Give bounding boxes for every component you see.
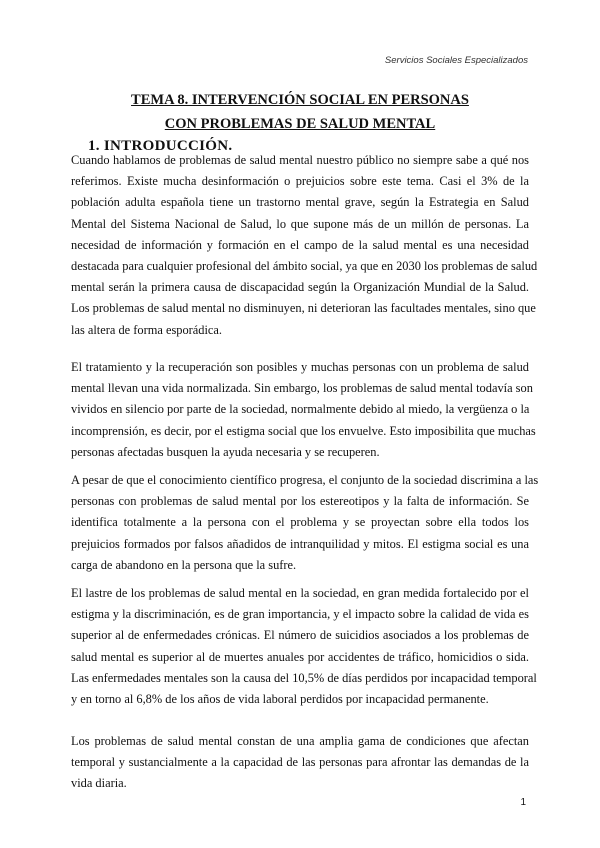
text-line: El tratamiento y la recuperación son posibles y muchas personas con un problema de salud (71, 360, 529, 374)
text-line: las altera de forma esporádica. (71, 322, 223, 337)
text-line: destacada para cualquier profesional del ámbito social, ya que en 2030 los problemas de salud (71, 259, 538, 274)
section-heading: 1. INTRODUCCIÓN. (88, 138, 233, 154)
text-line: carga de abandono en la persona que la sufre. (71, 557, 297, 572)
text-line: Las enfermedades mentales son la causa del 10,5% de días perdidos por incapacidad temporal (71, 670, 537, 685)
text-line: prejuicios formados por falsos añadidos de intranquilidad y mitos. El estigma social es una (71, 536, 529, 551)
page-number: 1 (520, 797, 526, 808)
paragraph-1 (71, 150, 538, 341)
running-header: Servicios Sociales Especializados (384, 55, 528, 66)
text-line: vida diaria. (71, 776, 127, 791)
text-line: incomprensión, es decir, por el estigma social que los envuelve. Esto imposibilita que muchas (71, 423, 536, 438)
text-line: necesidad de información y formación en el campo de la salud mental es una necesidad (71, 237, 529, 252)
text-line: y en torno al 6,8% de los años de vida laboral perdidos por incapacidad permanente. (71, 692, 489, 707)
text-line: A pesar de que el conocimiento científico progresa, el conjunto de la sociedad discrimina a las (71, 473, 539, 487)
paragraph-4 (71, 583, 537, 710)
text-line: referimos. Existe mucha desinformación o prejuicios sobre este tema. Casi el 3% de la (71, 174, 529, 189)
document-title-line-2: CON PROBLEMAS DE SALUD MENTAL (164, 116, 436, 132)
text-line: Mental del Sistema Nacional de Salud, lo que supone más de un millón de personas. La (71, 216, 529, 231)
text-line: personas con problemas de salud mental por los estereotipos y la falta de información. Se (71, 494, 529, 509)
text-line: vividos en silencio por parte de la sociedad, normalmente debido al miedo, la vergüenza o la (71, 402, 530, 417)
text-line: identifica totalmente a la persona con el problema y se proyectan sobre ella todos los (71, 515, 529, 530)
text-line: El lastre de los problemas de salud mental en la sociedad, en gran medida fortalecido por el (71, 586, 529, 600)
paragraph-5 (71, 731, 529, 795)
text-line: temporal y sustancialmente a la capacidad de las personas para afrontar las demandas de la (71, 755, 529, 770)
paragraph-2 (71, 357, 536, 463)
paragraph-3 (71, 470, 539, 576)
text-line: Los problemas de salud mental constan de una amplia gama de condiciones que afectan (71, 734, 529, 748)
text-line: Los problemas de salud mental no disminuyen, ni deterioran las facultades mentales, sino que (71, 301, 536, 316)
document-title-line-1: TEMA 8. INTERVENCIÓN SOCIAL EN PERSONAS (131, 92, 469, 108)
text-line: estigma y la discriminación, es de gran importancia, y el impacto sobre la calidad de vida es (71, 607, 529, 622)
text-line: mental serán la primera causa de discapacidad según la Organización Mundial de la Salud. (71, 280, 529, 295)
text-line: personas afectadas busquen la ayuda necesaria y se recuperen. (71, 444, 380, 459)
text-line: Cuando hablamos de problemas de salud mental nuestro público no siempre sabe a qué nos (71, 153, 529, 167)
text-line: salud mental es superior al de muertes anuales por accidentes de tráfico, homicidios o sida. (71, 649, 529, 664)
text-line: población adulta española tiene un trastorno mental grave, según la Estrategia en Salud (71, 195, 529, 210)
text-line: superior al de enfermedades crónicas. El número de suicidios asociados a los problemas de (71, 628, 529, 643)
text-line: mental llevan una vida normalizada. Sin embargo, los problemas de salud mental todavía son (71, 381, 533, 396)
